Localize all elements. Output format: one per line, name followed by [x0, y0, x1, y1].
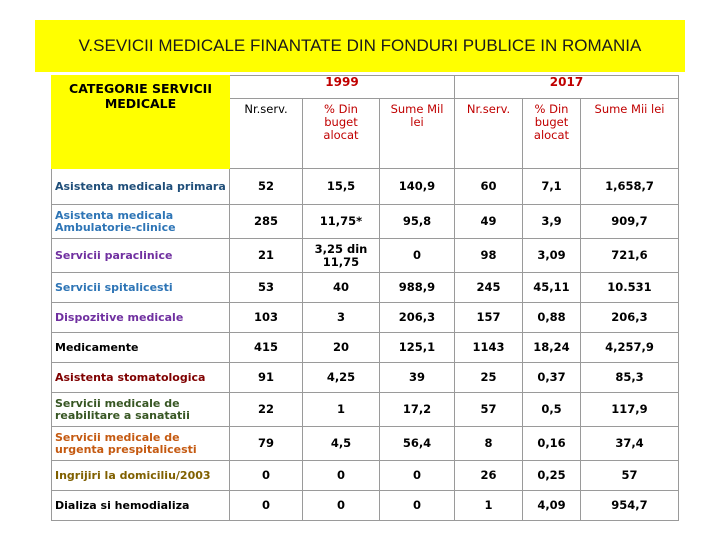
value-cell: 3	[303, 303, 380, 333]
table-row	[52, 205, 679, 239]
category-cell: Asistenta stomatologica	[52, 363, 230, 393]
value-cell: 909,7	[581, 205, 679, 239]
value-cell: 0	[380, 239, 455, 273]
category-cell: Servicii medicale de reabilitare a sanatatii	[52, 393, 230, 427]
value-cell: 1	[303, 393, 380, 427]
table-row	[52, 461, 679, 491]
table-body	[52, 169, 679, 521]
value-cell: 4,09	[523, 491, 581, 521]
category-cell: Asistenta medicala Ambulatorie-clinice	[52, 205, 230, 239]
value-cell: 1143	[455, 333, 523, 363]
value-cell: 721,6	[581, 239, 679, 273]
value-cell: 117,9	[581, 393, 679, 427]
category-cell: Servicii spitalicesti	[52, 273, 230, 303]
value-cell: 57	[581, 461, 679, 491]
subheader-nr-serv-2017: Nr.serv.	[455, 99, 523, 169]
table-row	[52, 427, 679, 461]
services-table	[51, 75, 679, 521]
value-cell: 98	[455, 239, 523, 273]
value-cell: 1,658,7	[581, 169, 679, 205]
value-cell: 17,2	[380, 393, 455, 427]
table-row	[52, 491, 679, 521]
table-row	[52, 303, 679, 333]
value-cell: 0,5	[523, 393, 581, 427]
title-band	[35, 20, 685, 72]
category-cell: Servicii medicale de urgenta prespitalicesti	[52, 427, 230, 461]
value-cell: 0	[380, 461, 455, 491]
value-cell: 3,25 din 11,75	[303, 239, 380, 273]
value-cell: 49	[455, 205, 523, 239]
value-cell: 37,4	[581, 427, 679, 461]
value-cell: 53	[230, 273, 303, 303]
subheader-nr-serv-1999: Nr.serv.	[230, 99, 303, 169]
value-cell: 15,5	[303, 169, 380, 205]
value-cell: 10.531	[581, 273, 679, 303]
value-cell: 85,3	[581, 363, 679, 393]
value-cell: 57	[455, 393, 523, 427]
value-cell: 0,25	[523, 461, 581, 491]
value-cell: 8	[455, 427, 523, 461]
value-cell: 3,9	[523, 205, 581, 239]
value-cell: 415	[230, 333, 303, 363]
value-cell: 45,11	[523, 273, 581, 303]
value-cell: 40	[303, 273, 380, 303]
value-cell: 0	[230, 491, 303, 521]
value-cell: 245	[455, 273, 523, 303]
value-cell: 103	[230, 303, 303, 333]
value-cell: 0	[380, 491, 455, 521]
value-cell: 0	[230, 461, 303, 491]
value-cell: 0,88	[523, 303, 581, 333]
year-header-1999: 1999	[230, 76, 455, 99]
table-row	[52, 273, 679, 303]
table-row	[52, 239, 679, 273]
value-cell: 60	[455, 169, 523, 205]
value-cell: 25	[455, 363, 523, 393]
value-cell: 954,7	[581, 491, 679, 521]
category-cell: Servicii paraclinice	[52, 239, 230, 273]
category-cell: Ingrijiri la domiciliu/2003	[52, 461, 230, 491]
value-cell: 0	[303, 491, 380, 521]
table-row	[52, 333, 679, 363]
category-cell: Medicamente	[52, 333, 230, 363]
value-cell: 95,8	[380, 205, 455, 239]
value-cell: 157	[455, 303, 523, 333]
value-cell: 206,3	[380, 303, 455, 333]
value-cell: 4,25	[303, 363, 380, 393]
value-cell: 1	[455, 491, 523, 521]
value-cell: 20	[303, 333, 380, 363]
value-cell: 56,4	[380, 427, 455, 461]
category-cell: Asistenta medicala primara	[52, 169, 230, 205]
value-cell: 3,09	[523, 239, 581, 273]
value-cell: 21	[230, 239, 303, 273]
subheader-percent-2017: % Din buget alocat	[523, 99, 581, 169]
table-row	[52, 169, 679, 205]
value-cell: 4,257,9	[581, 333, 679, 363]
value-cell: 4,5	[303, 427, 380, 461]
value-cell: 22	[230, 393, 303, 427]
value-cell: 7,1	[523, 169, 581, 205]
subheader-percent-1999: % Din buget alocat	[303, 99, 380, 169]
value-cell: 0,16	[523, 427, 581, 461]
value-cell: 11,75*	[303, 205, 380, 239]
value-cell: 91	[230, 363, 303, 393]
category-cell: Dializa si hemodializa	[52, 491, 230, 521]
value-cell: 0,37	[523, 363, 581, 393]
value-cell: 206,3	[581, 303, 679, 333]
subheader-sume-2017: Sume Mii lei	[581, 99, 679, 169]
value-cell: 125,1	[380, 333, 455, 363]
subheader-sume-1999: Sume Mil lei	[380, 99, 455, 169]
value-cell: 988,9	[380, 273, 455, 303]
table-row	[52, 393, 679, 427]
category-cell: Dispozitive medicale	[52, 303, 230, 333]
value-cell: 26	[455, 461, 523, 491]
value-cell: 140,9	[380, 169, 455, 205]
value-cell: 18,24	[523, 333, 581, 363]
value-cell: 285	[230, 205, 303, 239]
category-header: CATEGORIE SERVICII MEDICALE	[52, 76, 230, 169]
table-row	[52, 363, 679, 393]
year-header-2017: 2017	[455, 76, 679, 99]
value-cell: 52	[230, 169, 303, 205]
value-cell: 39	[380, 363, 455, 393]
value-cell: 0	[303, 461, 380, 491]
page-title: V.SEVICII MEDICALE FINANTATE DIN FONDURI PUBLICE IN ROMANIA	[78, 36, 642, 55]
value-cell: 79	[230, 427, 303, 461]
